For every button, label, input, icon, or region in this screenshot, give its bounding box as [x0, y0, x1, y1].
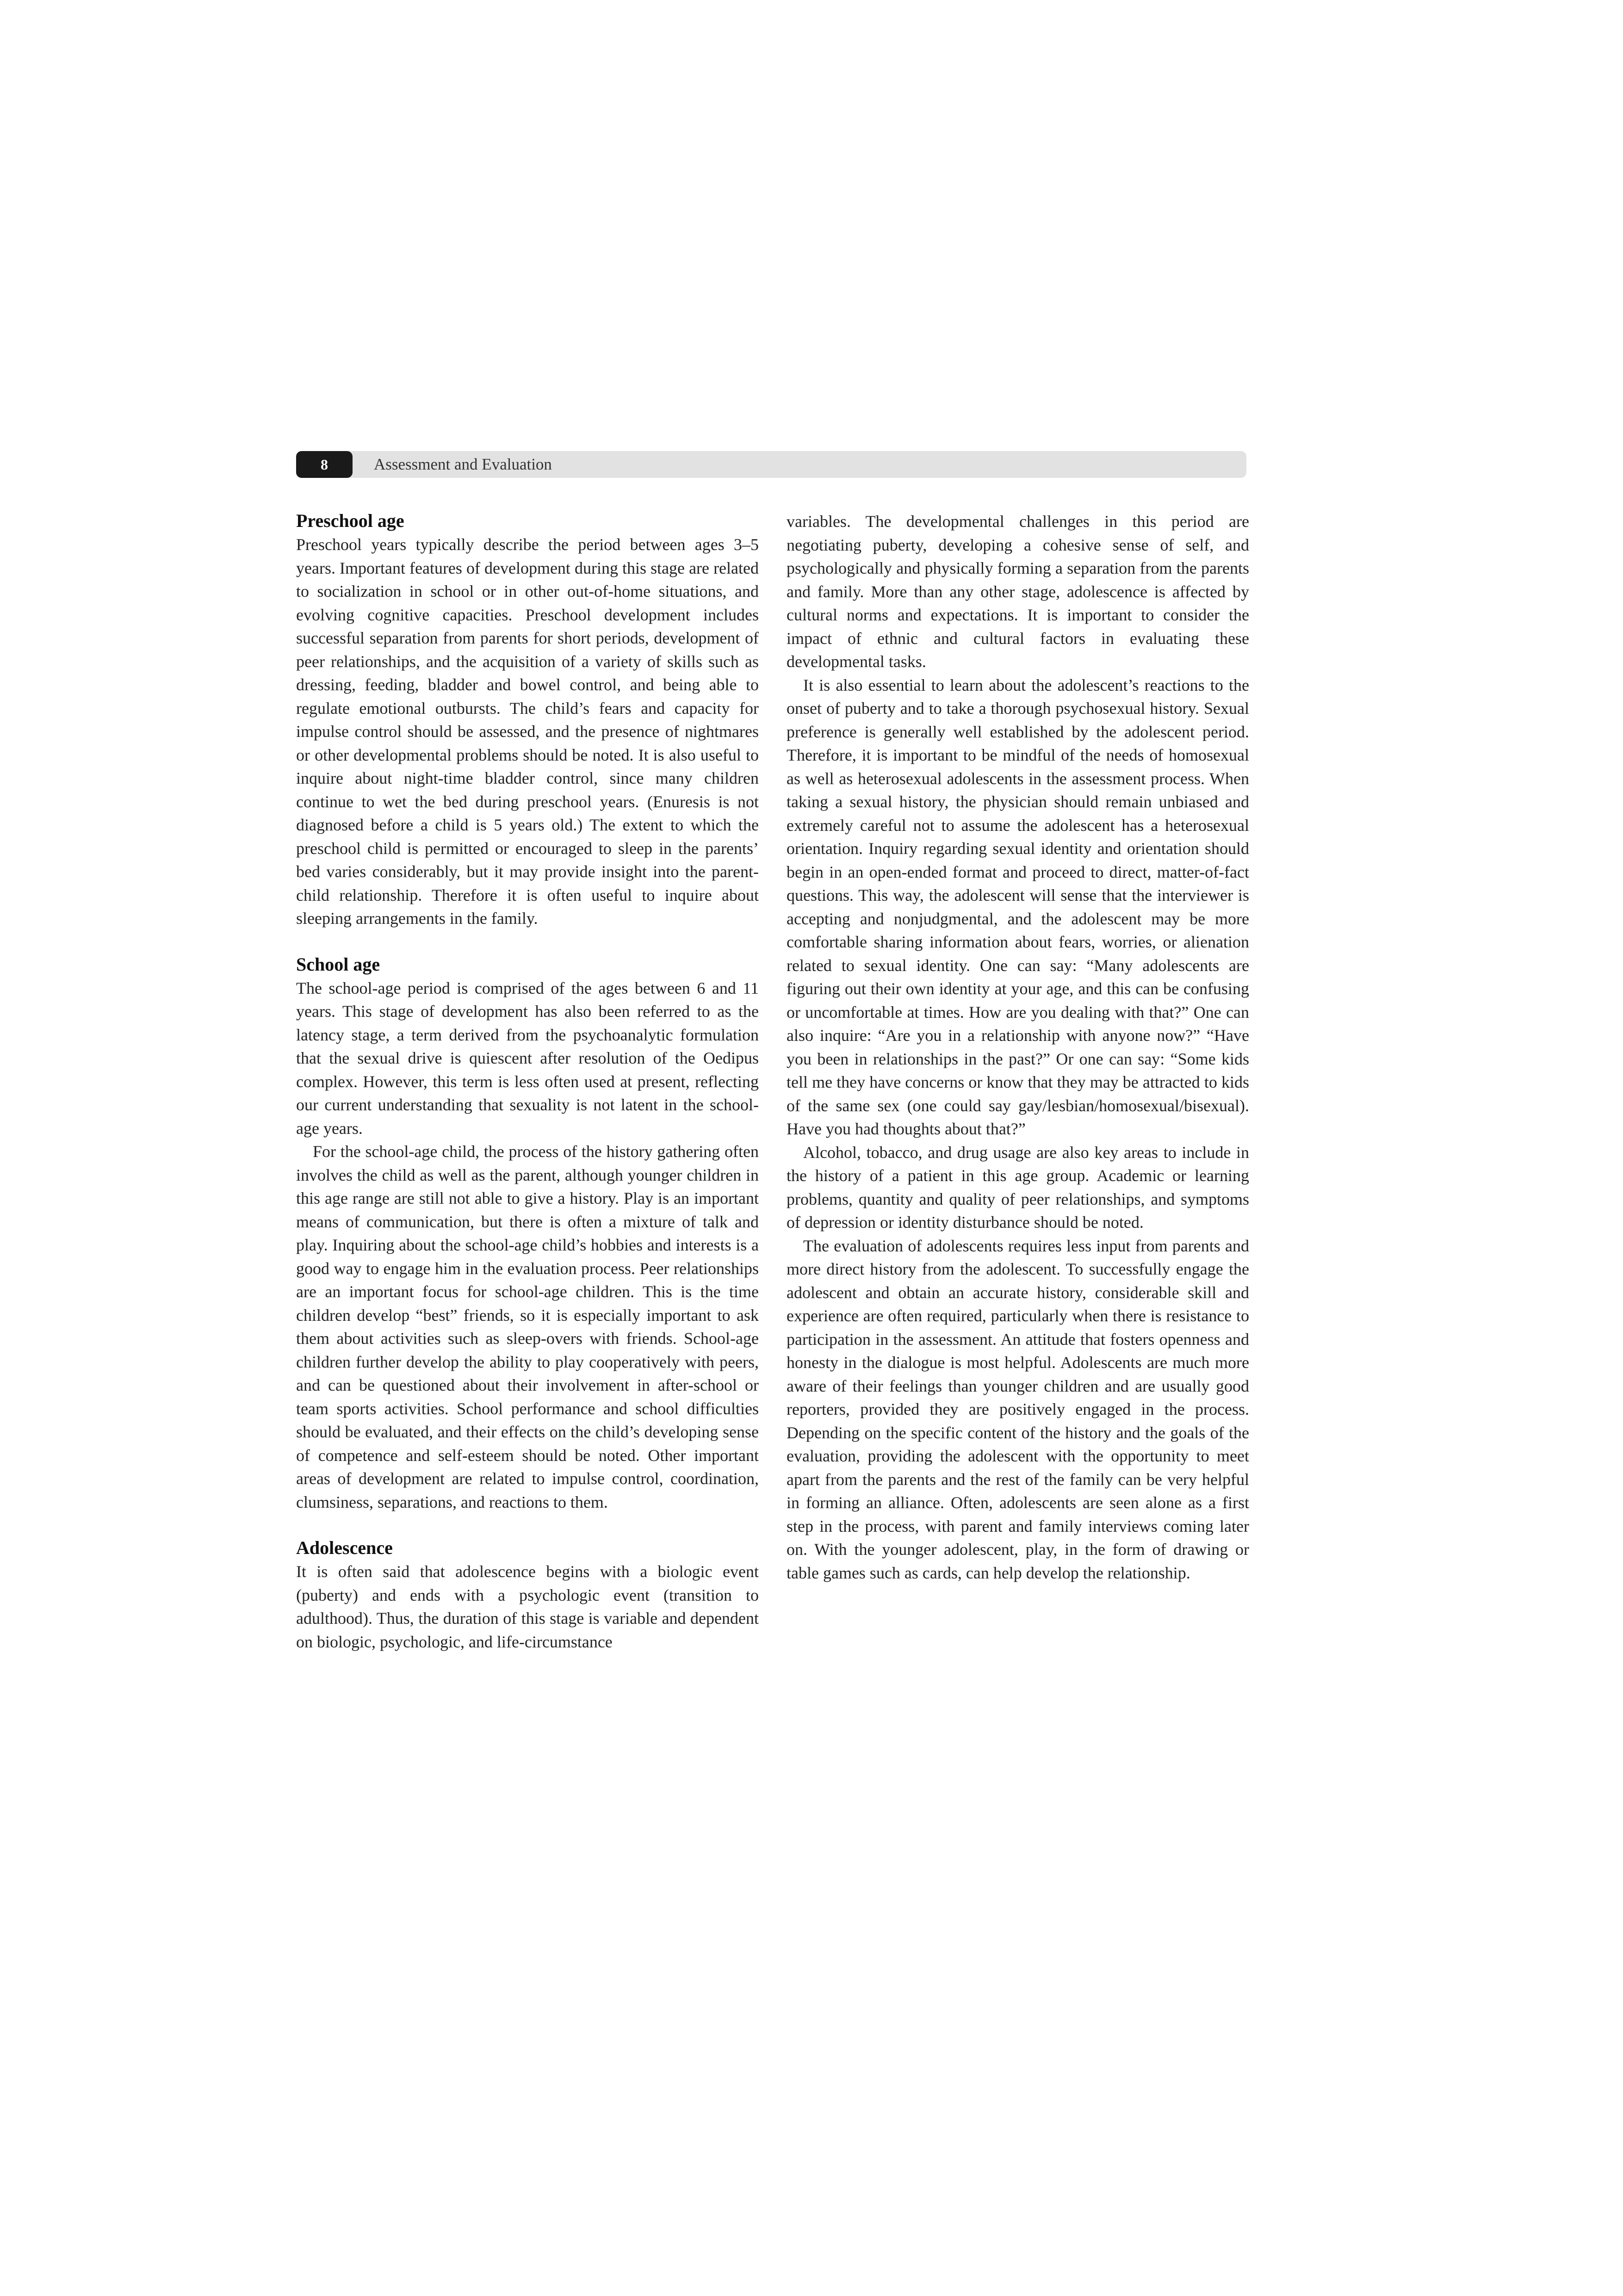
paragraph: The evaluation of adolescents requires less input from parents and more direct history from the adolescent. To successfully engage the adolescent and obtain an accurate history, considerable skill and experience are often required, particularly when there is resistance to participation in the assessment. An attitude that fosters openness and honesty in the dialogue is most helpful. Adolescents are much more aware of their feelings than younger children and are usually good reporters, provided they are positively engaged in the process. Depending on the specific content of the history and the goals of the evaluation, providing the adolescent with the opportunity to meet apart from the parents and the rest of the family can be very helpful in forming an alliance. Often, adolescents are seen alone as a first step in the process, with parent and family interviews coming later on. With the younger adolescent, play, in the form of drawing or table games such as cards, can help develop the relationship.	[787, 1236, 1249, 1582]
paragraph: It is often said that adolescence begins with a biologic event (puberty) and ends with a psychologic event (transition to adulthood). Thus, the duration of this stage is variable and dependent on biologic, psychologic, and life-circumstance	[296, 1562, 759, 1651]
paragraph: For the school-age child, the process of the history gathering often involves the child as well as the parent, although younger children in this age range are still not able to give a history. Play is an important means of communication, but there is often a mixture of talk and play. Inquiring about the school-age child’s hobbies and interests is a good way to engage him in the evaluation process. Peer relationships are an important focus for school-age children. This is the time children develop “best” friends, so it is especially important to ask them about activities such as sleep-overs with friends. School-age children further develop the ability to play cooperatively with peers, and can be questioned about their involvement in after-school or team sports activities. School performance and school difficulties should be evaluated, and their effects on the child’s developing sense of competence and self-esteem should be noted. Other important areas of development are related to impulse control, coordination, clumsiness, separations, and reactions to them.	[296, 1142, 759, 1511]
paragraph: Preschool years typically describe the period between ages 3–5 years. Important features of development during this stage are related to socialization in school or in other out-of-home situations, and evolving cognitive capacities. Preschool development includes successful separation from parents for short periods, development of peer relationships, and the acquisition of a variety of skills such as dressing, feeding, bladder and bowel control, and being able to regulate emotional outbursts. The child’s fears and capacity for impulse control should be assessed, and the presence of nightmares or other developmental problems should be noted. It is also useful to inquire about night-time bladder control, since many children continue to wet the bed during preschool years. (Enuresis is not diagnosed before a child is 5 years old.) The extent to which the preschool child is permitted or encouraged to sleep in the parents’ bed varies considerably, but it may provide insight into the parent-child relationship. Therefore it is often useful to inquire about sleeping arrangements in the family.	[296, 535, 759, 928]
section-heading-adolescence: Adolescence	[296, 1537, 393, 1558]
section-heading-school: School age	[296, 953, 380, 975]
left-column	[296, 509, 759, 1653]
page-number: 8	[296, 451, 353, 478]
paragraph: The school-age period is comprised of the ages between 6 and 11 years. This stage of development has also been referred to as the latency stage, a term derived from the psychoanalytic formulation that the sexual drive is quiescent after resolution of the Oedipus complex. However, this term is less often used at present, reflecting our current understanding that sexuality is not latent in the school-age years.	[296, 978, 759, 1138]
running-head-title: Assessment and Evaluation	[374, 455, 552, 473]
paragraph: variables. The developmental challenges in this period are negotiating puberty, developing a cohesive sense of self, and psychologically and physically forming a separation from the parents and family. More than any other stage, adolescence is affected by cultural norms and expectations. It is important to consider the impact of ethnic and cultural factors in evaluating these developmental tasks.	[787, 512, 1249, 671]
paragraph: Alcohol, tobacco, and drug usage are also key areas to include in the history of a patient in this age group. Academic or learning problems, quantity and quality of peer relationships, and symptoms of depression or identity disturbance should be noted.	[787, 1143, 1249, 1232]
right-column	[787, 510, 1249, 1584]
paragraph: It is also essential to learn about the adolescent’s reactions to the onset of puberty and to take a thorough psychosexual history. Sexual preference is generally well established by the adolescent period. Therefore, it is important to be mindful of the needs of homosexual as well as heterosexual adolescents in the assessment process. When taking a sexual history, the physician should remain unbiased and extremely careful not to assume the adolescent has a heterosexual orientation. Inquiry regarding sexual identity and orientation should begin in an open-ended format and proceed to direct, matter-of-fact questions. This way, the adolescent will sense that the interviewer is accepting and nonjudgmental, and the adolescent may be more comfortable sharing information about fears, worries, or alienation related to sexual identity. One can say: “Many adolescents are figuring out their own identity at your age, and this can be confusing or uncomfortable at times. How are you dealing with that?” One can also inquire: “Are you in a relationship with anyone now?” “Have you been in relationships in the past?” Or one can say: “Some kids tell me they have concerns or know that they may be attracted to kids of the same sex (one could say gay/lesbian/homosexual/bisexual). Have you had thoughts about that?”	[787, 675, 1249, 1138]
running-header	[296, 451, 1246, 478]
section-heading-preschool: Preschool age	[296, 510, 404, 531]
